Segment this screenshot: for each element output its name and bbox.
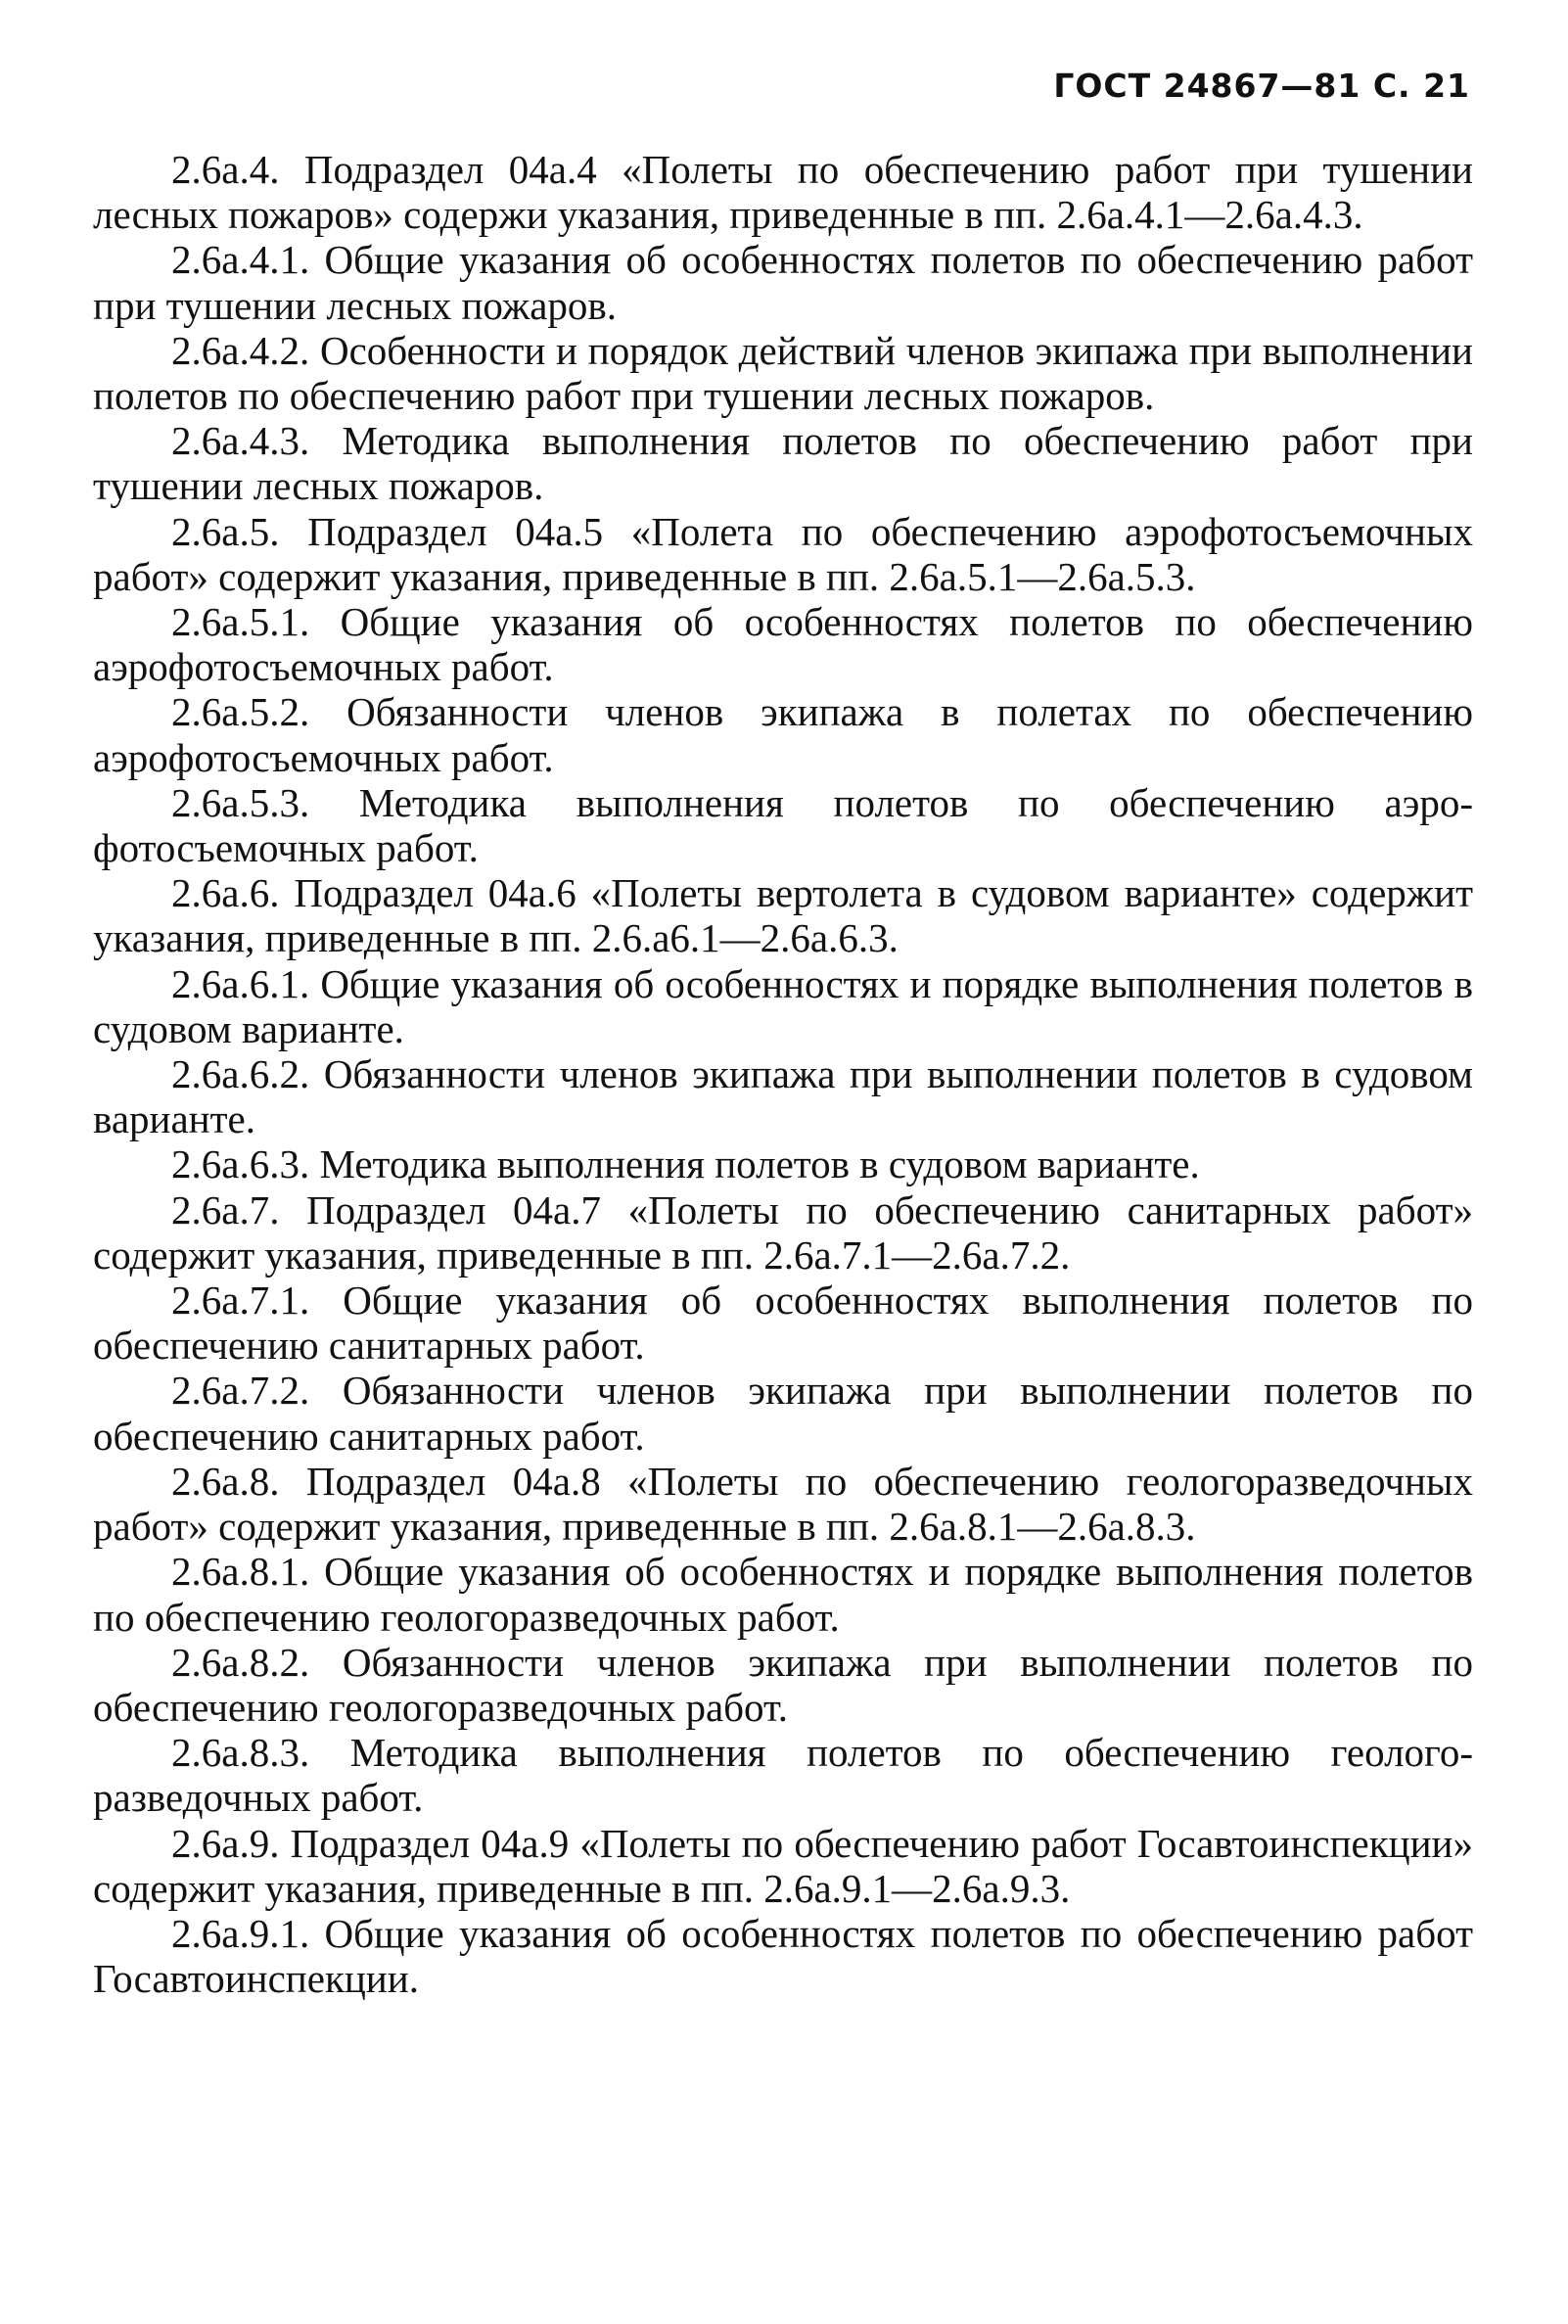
paragraph: 2.6а.5.3. Методика выполнения полетов по обеспечению аэрофотосъемочных работ. xyxy=(93,779,1473,871)
running-head: ГОСТ 24867—81 С. 21 xyxy=(1053,67,1470,105)
paragraph: 2.6а.4.2. Особенности и порядок действий членов экипажа при выполнении полетов по обеспечению работ при тушении лесных пожаров. xyxy=(93,327,1473,419)
paragraph: 2.6а.5.2. Обязанности членов экипажа в полетах по обеспечению аэрофотосъемочных работ. xyxy=(93,689,1473,780)
paragraph: 2.6а.5. Подраздел 04а.5 «Полета по обеспечению аэрофотосъемочных работ» содержит указания, приведенные в пп. 2.6а.5.1—2.6а.5.3. xyxy=(93,508,1473,599)
paragraph: 2.6а.5.1. Общие указания об особенностях полетов по обеспечению аэрофотосъемочных работ. xyxy=(93,599,1473,690)
paragraph: 2.6а.7. Подраздел 04а.7 «Полеты по обеспечению санитарных работ» содержит указания, приведенные в пп. 2.6а.7.1—2.6а.7.2. xyxy=(93,1186,1473,1278)
paragraph: 2.6а.9. Подраздел 04а.9 «Полеты по обеспечению работ Госавтоинспекции» содержит указания, приведенные в пп. 2.6а.9.1—2.6а.9.3. xyxy=(93,1820,1473,1911)
paragraph: 2.6а.4.1. Общие указания об особенностях полетов по обеспечению работ при тушении лесных пожаров. xyxy=(93,237,1473,328)
paragraph: 2.6а.8. Подраздел 04а.8 «Полеты по обеспечению геологоразведочных работ» содержит указания, приведенные в пп. 2.6а.8.1—2.6а.8.3. xyxy=(93,1458,1473,1550)
paragraph: 2.6а.4.3. Методика выполнения полетов по обеспечению работ при тушении лесных пожаров. xyxy=(93,418,1473,509)
paragraph: 2.6а.6.3. Методика выполнения полетов в судовом варианте. xyxy=(171,1141,1200,1187)
document-body xyxy=(93,147,1473,2001)
paragraph: 2.6а.7.1. Общие указания об особенностях выполнения полетов по обеспечению санитарных работ. xyxy=(93,1278,1473,1369)
paragraph: 2.6а.7.2. Обязанности членов экипажа при выполнении полетов по обеспечению санитарных работ. xyxy=(93,1368,1473,1459)
paragraph: 2.6а.4. Подраздел 04а.4 «Полеты по обеспечению работ при тушении лесных пожаров» содержи указания, приведенные в пп. 2.6а.4.1—2.6а.4.3. xyxy=(93,147,1473,238)
paragraph: 2.6а.6.1. Общие указания об особенностях и порядке выполнения полетов в судовом варианте. xyxy=(93,960,1473,1051)
paragraph: 2.6а.6. Подраздел 04а.6 «Полеты вертолета в судовом варианте» содержит указания, приведенные в пп. 2.6.а6.1—2.6а.6.3. xyxy=(93,870,1473,961)
paragraph: 2.6а.9.1. Общие указания об особенностях полетов по обеспечению работ Госавтоинспекции. xyxy=(93,1910,1473,2002)
paragraph: 2.6а.8.2. Обязанности членов экипажа при выполнении полетов по обеспечению геологоразведочных работ. xyxy=(93,1639,1473,1730)
paragraph: 2.6а.6.2. Обязанности членов экипажа при выполнении полетов в судовом варианте. xyxy=(93,1051,1473,1142)
paragraph: 2.6а.8.1. Общие указания об особенностях и порядке выполнения полетов по обеспечению геологоразведочных работ. xyxy=(93,1549,1473,1640)
paragraph: 2.6а.8.3. Методика выполнения полетов по обеспечению геологоразведочных работ. xyxy=(93,1730,1473,1821)
